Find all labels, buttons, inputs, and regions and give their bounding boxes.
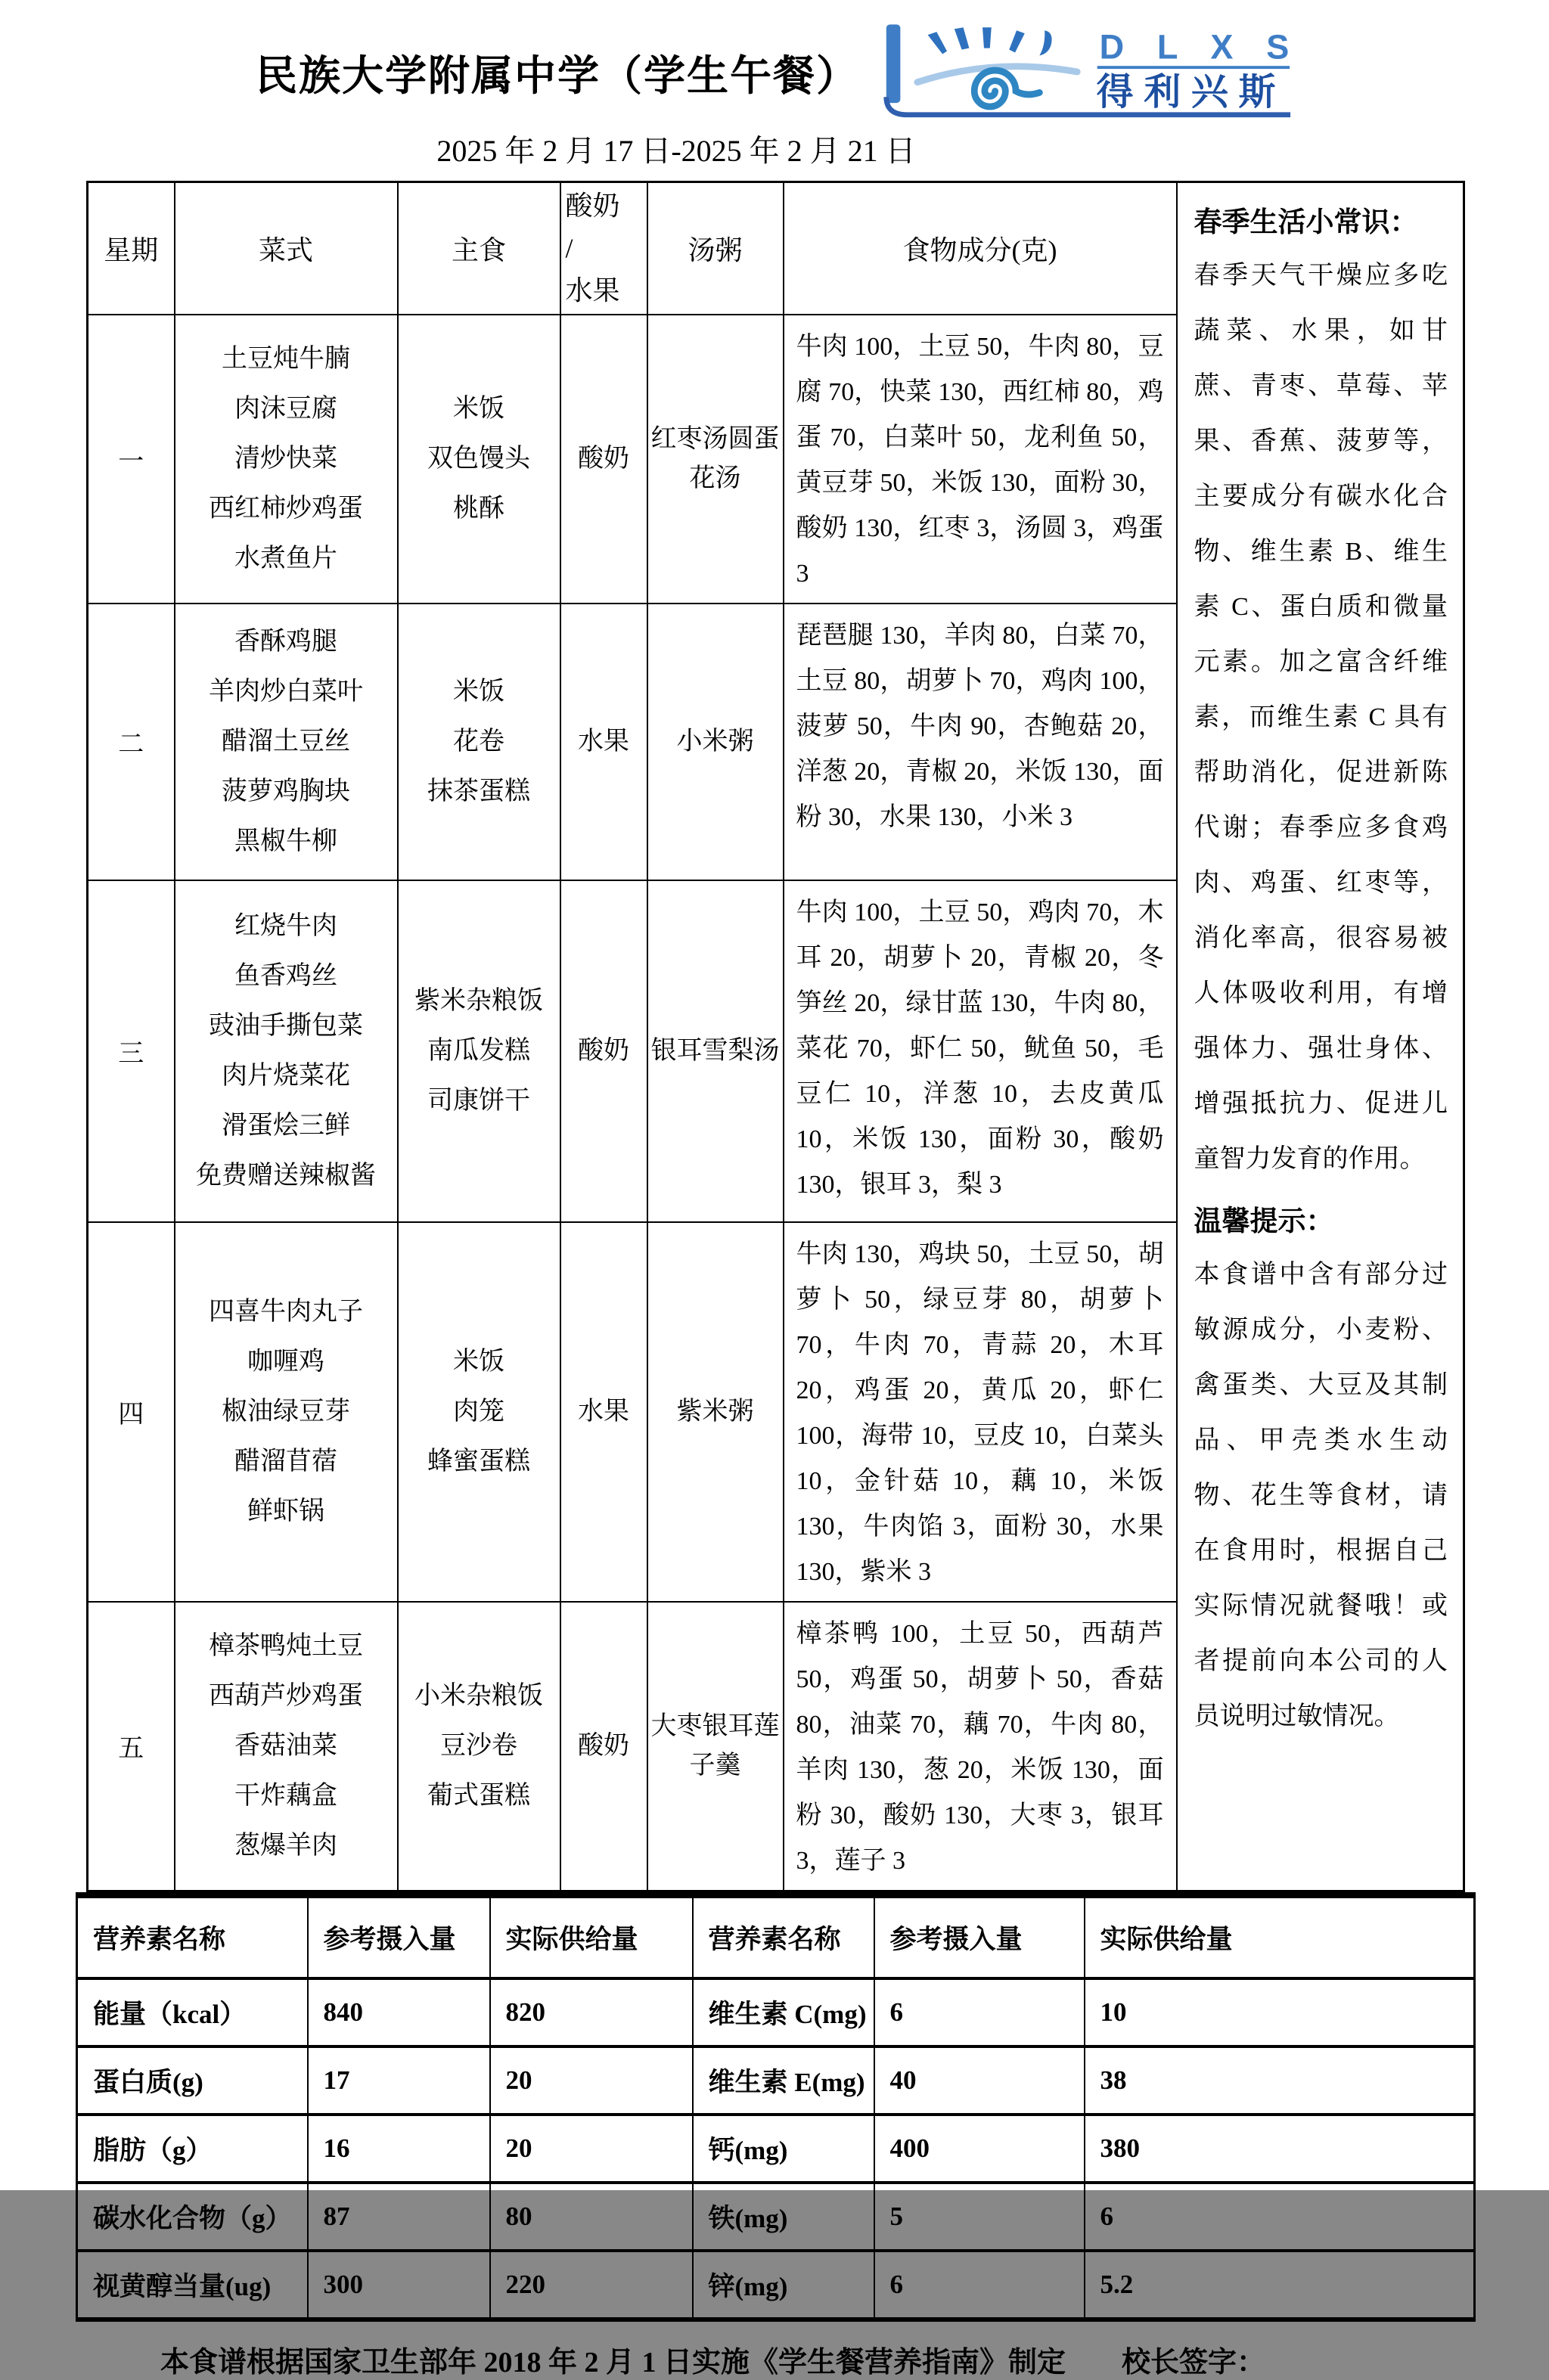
soup-cell: 小米粥	[647, 604, 784, 880]
dish-item: 醋溜苜蓿	[234, 1447, 337, 1475]
staple-item: 紫米杂粮饭	[414, 986, 543, 1015]
staple-item: 桃酥	[453, 494, 504, 523]
nutrition-row	[77, 2183, 1475, 2251]
dishes-cell	[175, 1602, 398, 1891]
dish-item: 西葫芦炒鸡蛋	[209, 1681, 363, 1710]
soup-cell: 红枣汤圆蛋花汤	[647, 315, 784, 604]
staples-cell	[398, 315, 560, 604]
nutrition-cell: 6	[874, 1978, 1085, 2046]
nutrition-row	[77, 2115, 1475, 2183]
staple-item: 花卷	[453, 727, 504, 756]
nutrition-cell: 蛋白质(g)	[77, 2046, 308, 2115]
reference-intake-header: 参考摄入量	[308, 1895, 490, 1978]
day-cell: 五	[88, 1602, 175, 1891]
dish-item: 滑蛋烩三鲜	[222, 1111, 350, 1140]
slash-line: /	[565, 233, 573, 264]
nutrition-cell: 820	[490, 1978, 693, 2046]
col-header-soup: 汤粥	[647, 182, 784, 315]
date-range: 2025 年 2 月 17 日-2025 年 2 月 21 日	[436, 134, 916, 168]
nutrition-cell: 40	[874, 2046, 1085, 2115]
staples-cell	[398, 604, 560, 880]
dish-item: 菠萝鸡胸块	[222, 777, 350, 805]
day-cell: 四	[88, 1222, 175, 1602]
composition-cell: 牛肉 130，鸡块 50，土豆 50，胡萝卜 50，绿豆芽 80，胡萝卜 70，牛肉 70，青蒜 20，木耳 20，鸡蛋 20，黄瓜 20，虾仁 100，海带 10，豆皮 10，白菜头 10，金针菇 10，藕 10，米饭 130，牛肉馅 3，面粉 30，水果 130，紫米 3	[784, 1222, 1177, 1602]
nutrition-cell: 能量（kcal）	[77, 1978, 308, 2046]
soup-cell: 银耳雪梨汤	[647, 880, 784, 1222]
soup-cell: 大枣银耳莲子羹	[647, 1602, 784, 1891]
yogurt-fruit-cell: 酸奶	[560, 315, 647, 604]
nutrition-cell: 380	[1085, 2115, 1475, 2183]
staple-item: 蜂蜜蛋糕	[427, 1447, 530, 1475]
nutrition-cell: 17	[308, 2046, 490, 2115]
staple-item: 抹茶蛋糕	[427, 777, 530, 805]
nutrition-cell: 锌(mg)	[693, 2251, 874, 2319]
dish-item: 椒油绿豆芽	[222, 1397, 350, 1426]
logo-brand-name: 得利兴斯	[1096, 71, 1287, 113]
dish-item: 免费赠送辣椒酱	[196, 1161, 376, 1190]
guideline-note: 本食谱根据国家卫生部年 2018 年 2 月 1 日实施《学生餐营养指南》制定	[160, 2346, 1066, 2378]
nutrition-cell: 5	[874, 2183, 1085, 2251]
weekly-menu-table	[86, 181, 1465, 1892]
col-header-yogurt-fruit	[560, 182, 647, 315]
allergy-notice-body: 本食谱中含有部分过敏源成分，小麦粉、禽蛋类、大豆及其制品、甲壳类水生动物、花生等食材，请在食用时，根据自己实际情况就餐哦！或者提前向本公司的人员说明过敏情况。	[1194, 1261, 1448, 1730]
nutrient-name-header: 营养素名称	[77, 1895, 308, 1978]
nutrition-cell: 钙(mg)	[693, 2115, 874, 2183]
dishes-cell	[175, 880, 398, 1222]
dish-item: 鲜虾锅	[247, 1497, 324, 1525]
nutrition-cell: 400	[874, 2115, 1085, 2183]
day-cell: 二	[88, 604, 175, 880]
composition-cell: 琵琶腿 130，羊肉 80，白菜 70，土豆 80，胡萝卜 70，鸡肉 100，菠萝 50，牛肉 90，杏鲍菇 20，洋葱 20，青椒 20，米饭 130，面粉 30，水果 130，小米 3	[784, 604, 1177, 880]
nutrition-cell: 840	[308, 1978, 490, 2046]
dlxs-company-logo	[879, 20, 1301, 124]
actual-supply-header: 实际供给量	[490, 1895, 693, 1978]
fruit-line: 水果	[565, 275, 620, 306]
dish-item: 四喜牛肉丸子	[209, 1297, 363, 1326]
actual-supply-header: 实际供给量	[1085, 1895, 1475, 1978]
spiral-eye-icon	[974, 70, 1039, 107]
dish-item: 干炸藕盒	[234, 1781, 337, 1810]
document-header	[0, 0, 1549, 124]
logo-letters-underline	[1097, 66, 1290, 69]
yogurt-fruit-cell: 酸奶	[560, 1602, 647, 1891]
composition-cell: 牛肉 100，土豆 50，鸡肉 70，木耳 20，胡萝卜 20，青椒 20，冬笋丝 20，绿甘蓝 130，牛肉 80，菜花 70，虾仁 50，鱿鱼 50，毛豆仁 10，洋葱 10，去皮黄瓜 10，米饭 130，面粉 30，酸奶 130，银耳 3，梨 3	[784, 880, 1177, 1222]
tips-title: 春季生活小常识：	[1194, 207, 1418, 238]
staple-item: 双色馒头	[427, 444, 530, 473]
nutrition-cell: 16	[308, 2115, 490, 2183]
dish-item: 肉沫豆腐	[234, 394, 337, 423]
day-cell: 三	[88, 880, 175, 1222]
staple-item: 肉笼	[453, 1397, 504, 1426]
dish-item: 水煮鱼片	[234, 544, 337, 573]
document-footer	[0, 2338, 1549, 2380]
dish-item: 西红柿炒鸡蛋	[209, 494, 363, 523]
eyelashes-icon	[928, 27, 1052, 55]
staple-item: 司康饼干	[427, 1086, 530, 1115]
nutrition-row	[77, 1978, 1475, 2046]
soup-cell: 紫米粥	[647, 1222, 784, 1602]
dish-item: 清炒快菜	[234, 444, 337, 473]
nutrition-cell: 20	[490, 2115, 693, 2183]
composition-cell: 牛肉 100，土豆 50，牛肉 80，豆腐 70，快菜 130，西红柿 80，鸡蛋 70，白菜叶 50，龙利鱼 50，黄豆芽 50，米饭 130，面粉 30，酸奶 130，红枣 3，汤圆 3，鸡蛋 3	[784, 315, 1177, 604]
menu-header-row	[88, 182, 1464, 315]
nutrition-cell: 维生素 E(mg)	[693, 2046, 874, 2115]
dish-item: 豉油手撕包菜	[209, 1011, 363, 1040]
col-header-dishes: 菜式	[175, 182, 398, 315]
nutrient-name-header: 营养素名称	[693, 1895, 874, 1978]
yogurt-fruit-cell: 酸奶	[560, 880, 647, 1222]
col-header-week: 星期	[88, 182, 175, 315]
principal-signature-label: 校长签字：	[1122, 2346, 1266, 2378]
dish-item: 红烧牛肉	[234, 911, 337, 940]
nutrition-cell: 脂肪（g）	[77, 2115, 308, 2183]
nutrition-cell: 6	[1085, 2183, 1475, 2251]
nutrition-row	[77, 2251, 1475, 2319]
dish-item: 咖喱鸡	[247, 1347, 324, 1376]
nutrition-cell: 220	[490, 2251, 693, 2319]
staple-item: 葡式蛋糕	[427, 1781, 530, 1810]
nutrition-row	[77, 2046, 1475, 2115]
tips-body: 春季天气干燥应多吃蔬菜、水果，如甘蔗、青枣、草莓、苹果、香蕉、菠萝等，主要成分有碳水化合物、维生素 B、维生素 C、蛋白质和微量元素。加之富含纤维素，而维生素 C 具有帮助消化，促进新陈代谢；春季应多食鸡肉、鸡蛋、红枣等，消化率高，很容易被人体吸收利用，有增强体力、强壮身体、增强抵抗力、促进儿童智力发育的作用。	[1194, 262, 1448, 1173]
dish-item: 香酥鸡腿	[234, 627, 337, 656]
staple-item: 米饭	[453, 1347, 504, 1376]
nutrition-cell: 5.2	[1085, 2251, 1475, 2319]
yogurt-fruit-cell: 水果	[560, 1222, 647, 1602]
allergy-notice-title: 温馨提示：	[1194, 1206, 1334, 1237]
dish-item: 葱爆羊肉	[234, 1831, 337, 1860]
page-title: 民族大学附属中学（学生午餐）	[255, 52, 859, 99]
dish-item: 醋溜土豆丝	[222, 727, 350, 756]
col-header-staple: 主食	[398, 182, 560, 315]
dish-item: 樟茶鸭炖土豆	[209, 1631, 363, 1660]
nutrition-cell: 视黄醇当量(ug)	[77, 2251, 308, 2319]
day-cell: 一	[88, 315, 175, 604]
staple-item: 米饭	[453, 677, 504, 706]
dish-item: 肉片烧菜花	[222, 1061, 350, 1090]
dish-item: 羊肉炒白菜叶	[209, 677, 363, 706]
nutrition-cell: 80	[490, 2183, 693, 2251]
reference-intake-header: 参考摄入量	[874, 1895, 1085, 1978]
dish-item: 黑椒牛柳	[234, 827, 337, 855]
logo-letters: D L X S	[1099, 27, 1301, 67]
nutrition-cell: 铁(mg)	[693, 2183, 874, 2251]
staple-item: 豆沙卷	[440, 1731, 517, 1760]
dish-item: 土豆炖牛腩	[222, 344, 350, 373]
yogurt-line: 酸奶	[565, 191, 620, 222]
nutrition-cell: 10	[1085, 1978, 1475, 2046]
nutrition-cell: 碳水化合物（g）	[77, 2183, 308, 2251]
staple-item: 米饭	[453, 394, 504, 423]
dish-item: 鱼香鸡丝	[234, 961, 337, 990]
seasonal-tips-panel	[1177, 182, 1464, 1891]
nutrition-cell: 维生素 C(mg)	[693, 1978, 874, 2046]
composition-cell: 樟茶鸭 100，土豆 50，西葫芦 50，鸡蛋 50，胡萝卜 50，香菇 80，油菜 70，藕 70，牛肉 80，羊肉 130，葱 20，米饭 130，面粉 30，酸奶 130，大枣 3，银耳 3，莲子 3	[784, 1602, 1177, 1891]
staple-item: 小米杂粮饭	[414, 1681, 543, 1710]
nutrition-cell: 87	[308, 2183, 490, 2251]
nutrition-header-row	[77, 1895, 1475, 1978]
yogurt-fruit-cell: 水果	[560, 604, 647, 880]
staples-cell	[398, 1222, 560, 1602]
nutrition-table	[76, 1892, 1476, 2322]
staple-item: 南瓜发糕	[427, 1036, 530, 1065]
logo-bracket-icon	[886, 24, 901, 103]
dishes-cell	[175, 315, 398, 604]
nutrition-cell: 38	[1085, 2046, 1475, 2115]
dishes-cell	[175, 1222, 398, 1602]
nutrition-cell: 20	[490, 2046, 693, 2115]
staples-cell	[398, 880, 560, 1222]
staples-cell	[398, 1602, 560, 1891]
dishes-cell	[175, 604, 398, 880]
nutrition-cell: 300	[308, 2251, 490, 2319]
nutrition-cell: 6	[874, 2251, 1085, 2319]
dish-item: 香菇油菜	[234, 1731, 337, 1760]
col-header-composition: 食物成分(克)	[784, 182, 1177, 315]
